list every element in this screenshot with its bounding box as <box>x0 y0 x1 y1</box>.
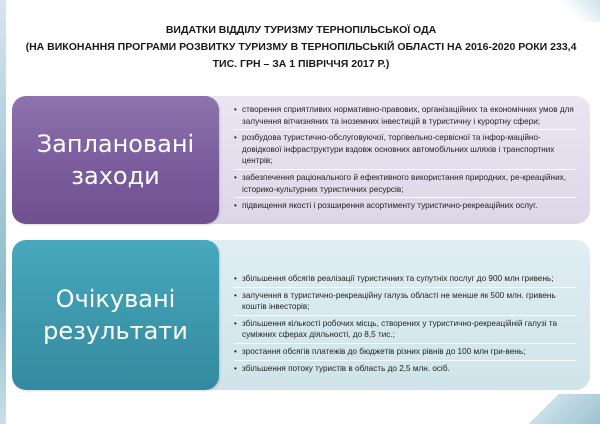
list-item-text: забезпечення раціонального й ефективного використання природних, ре-креаційних, історико-культурних туристичних ресурсів; <box>242 172 567 194</box>
planned-measures-title <box>37 128 194 192</box>
list-item-text: створення сприятливих нормативно-правових, організаційних та економічних умов для залучення вітчизняних та іноземних інвестицій в туристичну і курортну сфери; <box>242 105 574 126</box>
list-item-text: залучення в туристично-рекреаційну галузь області не менше як 500 млн. гривень коштів інвесторів; <box>242 290 556 312</box>
bullet-icon: • <box>234 363 237 373</box>
expected-title-line-2: результати <box>43 317 188 345</box>
expected-title-line-1: Очікувані <box>55 285 176 313</box>
list-item <box>234 172 576 198</box>
list-item-text: підвищення якості і розширення асортименту туристично-рекреаційних ослуг. <box>242 201 538 211</box>
bullet-icon: • <box>234 290 237 300</box>
list-item <box>234 104 576 130</box>
bullet-icon: • <box>234 274 237 283</box>
bullet-icon: • <box>234 105 237 114</box>
title-line-3: ТИС. ГРН – ЗА 1 ПІВРІЧЧЯ 2017 Р.) <box>212 58 390 70</box>
left-decoration-bar <box>0 0 6 424</box>
expected-results-title-box <box>12 240 219 390</box>
bullet-icon: • <box>234 172 237 182</box>
list-item <box>234 273 576 288</box>
list-item <box>234 132 576 170</box>
list-item <box>234 346 576 361</box>
planned-measures-section <box>12 96 590 224</box>
expected-results-list <box>234 273 576 378</box>
list-item-text: збільшення обсягів реалізації туристичних та супутніх послуг до 900 млн гривень; <box>242 274 554 283</box>
title-line-1: ВИДАТКИ ВІДДІЛУ ТУРИЗМУ ТЕРНОПІЛЬСЬКОЇ ОДА <box>165 24 437 36</box>
title-line-2: (НА ВИКОНАННЯ ПРОГРАМИ РОЗВИТКУ ТУРИЗМУ В ТЕРНОПІЛЬСЬКІЙ ОБЛАСТІ НА 2016-2020 РОКИ 233,4 <box>25 41 577 53</box>
list-item-text: збільшення потоку туристів в область до 2,5 млн. осіб. <box>242 363 450 373</box>
bullet-icon: • <box>234 318 237 328</box>
bullet-icon: • <box>234 133 237 143</box>
list-item-text: зростання обсягів платежів до бюджетів різних рівнів до 100 млн гри-вень; <box>242 346 526 356</box>
planned-title-line-1: Заплановані <box>36 130 195 158</box>
bullet-icon: • <box>234 346 237 356</box>
list-item <box>234 318 576 344</box>
bullet-icon: • <box>234 201 237 211</box>
bottom-right-decoration <box>510 394 600 424</box>
planned-title-line-2: заходи <box>71 162 160 190</box>
top-right-decoration <box>560 0 600 22</box>
list-item-text: розбудова туристично-обслуговуючої, торгівельно-сервісної та інфор-маційно-довідкової інфраструктури вздовж основних автомобільних шляхів і транспортних центрів; <box>242 133 555 166</box>
list-item-text: збільшення кількості робочих місць, створених у туристично-рекреаційній галузі та суміжних сферах діяльності, до 8,5 тис.; <box>242 318 558 340</box>
list-item <box>234 200 576 214</box>
planned-measures-list <box>234 104 576 216</box>
expected-results-title <box>43 283 188 347</box>
page-title <box>20 22 582 73</box>
planned-measures-title-box <box>12 96 219 224</box>
list-item <box>234 290 576 316</box>
list-item <box>234 363 576 377</box>
expected-results-section <box>12 240 590 390</box>
